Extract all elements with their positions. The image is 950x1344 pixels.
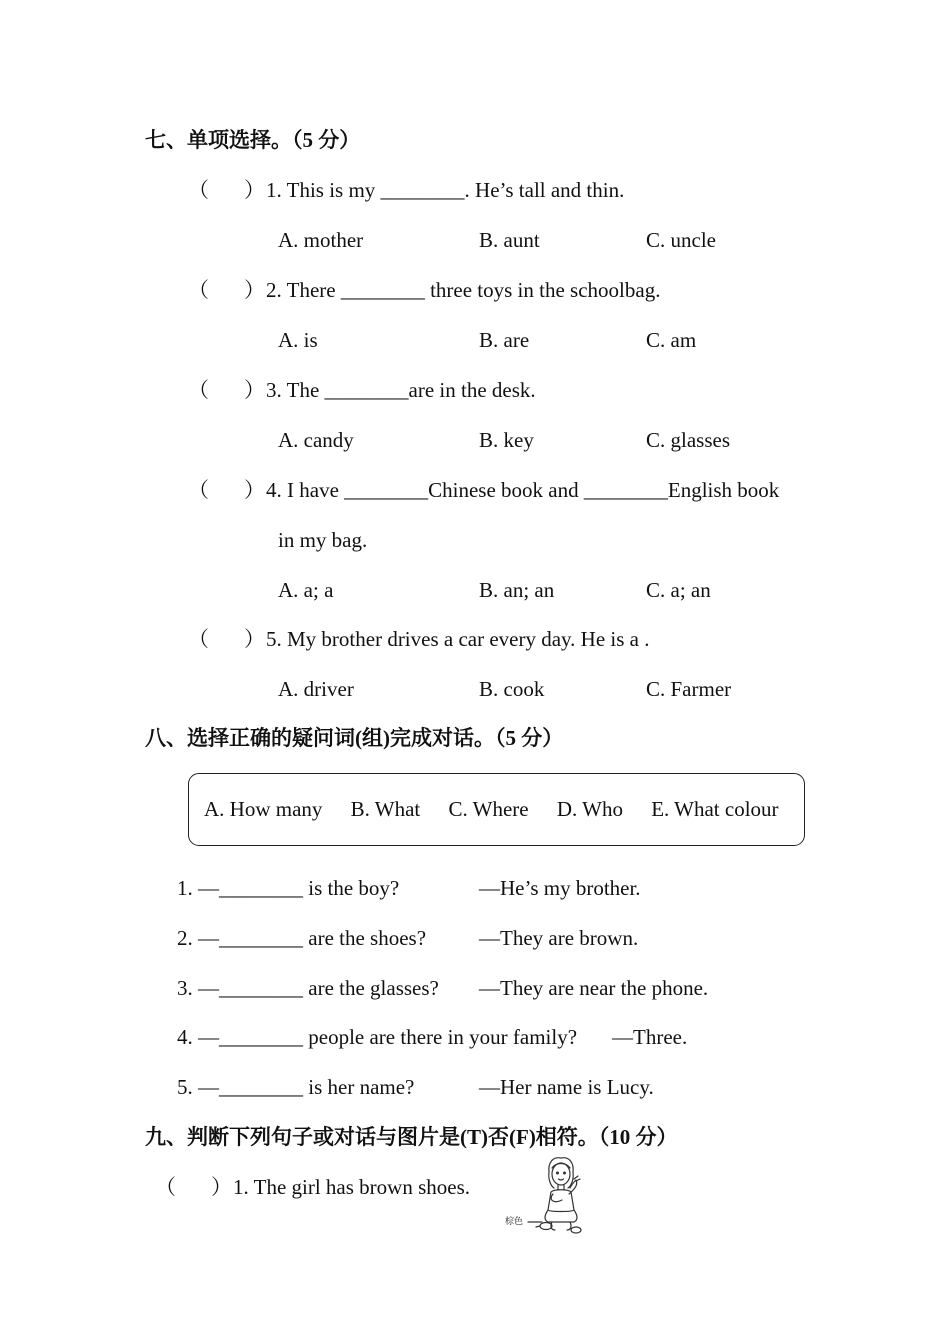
dialogue-answer: —They are brown.: [479, 926, 639, 950]
option-c: C. a; an: [646, 578, 711, 602]
dialogue-question: 1. —________ is the boy?: [177, 876, 400, 900]
answer-paren-close: ）: [244, 478, 265, 502]
answer-paren-close: ）: [244, 378, 265, 402]
option-a: A. candy: [278, 428, 354, 452]
answer-paren-open: （: [188, 278, 209, 302]
word-option: A. How many: [204, 797, 323, 821]
question-stem-continued: in my bag.: [278, 528, 368, 552]
section7-title: 七、单项选择。（5 分）: [145, 128, 361, 152]
option-b: B. key: [479, 428, 534, 452]
dialogue-question: 3. —________ are the glasses?: [177, 976, 439, 1000]
question-stem: 1. The girl has brown shoes.: [233, 1175, 470, 1199]
dialogue-question: 4. —________ people are there in your family?: [177, 1025, 578, 1049]
girl-picture: [524, 1150, 594, 1240]
option-b: B. cook: [479, 677, 545, 701]
word-bank-box: [188, 773, 805, 846]
dialogue-answer: —Her name is Lucy.: [479, 1075, 654, 1099]
answer-paren-close: ）: [244, 627, 265, 651]
dialogue-answer: —They are near the phone.: [479, 976, 709, 1000]
option-c: C. am: [646, 328, 697, 352]
answer-paren-open: （: [188, 178, 209, 202]
answer-paren-close: ）: [244, 278, 265, 302]
section8-title: 八、选择正确的疑问词(组)完成对话。（5 分）: [145, 726, 564, 750]
dialogue-answer: —He’s my brother.: [479, 876, 641, 900]
question-stem: 3. The ________are in the desk.: [266, 378, 536, 402]
section9-title: 九、判断下列句子或对话与图片是(T)否(F)相符。（10 分）: [145, 1125, 678, 1149]
dialogue-question: 2. —________ are the shoes?: [177, 926, 427, 950]
option-b: B. an; an: [479, 578, 555, 602]
answer-paren-close: ）: [211, 1175, 232, 1199]
option-a: A. a; a: [278, 578, 334, 602]
option-a: A. is: [278, 328, 318, 352]
question-stem: 5. My brother drives a car every day. He is a .: [266, 627, 650, 651]
option-c: C. Farmer: [646, 677, 732, 701]
word-option: B. What: [350, 797, 421, 821]
answer-paren-open: （: [188, 627, 209, 651]
word-option: C. Where: [448, 797, 529, 821]
option-c: C. glasses: [646, 428, 730, 452]
option-a: A. mother: [278, 228, 364, 252]
word-option: E. What colour: [651, 797, 779, 821]
picture-label: 棕色: [505, 1216, 524, 1226]
answer-paren-open: （: [188, 378, 209, 402]
dialogue-answer: —Three.: [612, 1025, 688, 1049]
dialogue-question: 5. —________ is her name?: [177, 1075, 415, 1099]
question-stem: 4. I have ________Chinese book and ________English book: [266, 478, 780, 502]
option-c: C. uncle: [646, 228, 716, 252]
word-option: D. Who: [556, 797, 623, 821]
question-stem: 2. There ________ three toys in the schoolbag.: [266, 278, 661, 302]
option-b: B. are: [479, 328, 530, 352]
answer-paren-close: ）: [244, 178, 265, 202]
answer-paren-open: （: [155, 1175, 176, 1199]
option-a: A. driver: [278, 677, 354, 701]
option-b: B. aunt: [479, 228, 540, 252]
word-bank-options: [204, 799, 779, 820]
answer-paren-open: （: [188, 478, 209, 502]
question-stem: 1. This is my ________. He’s tall and thin.: [266, 178, 625, 202]
